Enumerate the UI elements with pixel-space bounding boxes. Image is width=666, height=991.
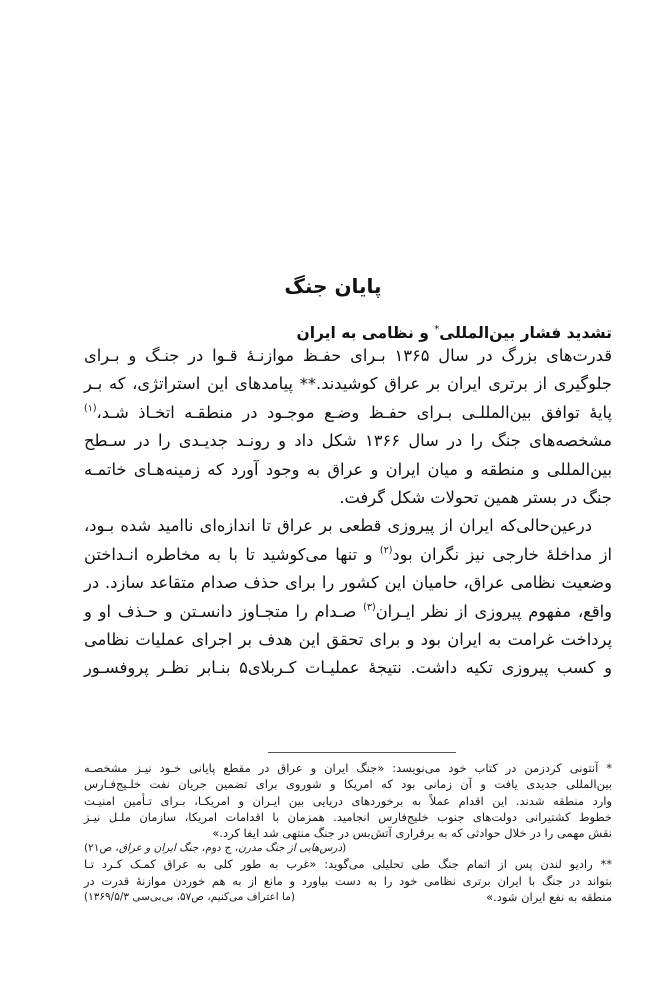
source-volume: ، ج دوم، bbox=[198, 842, 239, 855]
footnote-line: ** رادیو لندن پس از اتمام جنگ طی تحلیلی می‌گوید: «غرب به طور کلی به عراق کمـک کـرد تـا bbox=[84, 857, 612, 872]
body-line bbox=[84, 598, 612, 626]
body-text bbox=[84, 342, 612, 683]
endnote-ref-1[interactable]: (۱) bbox=[84, 402, 97, 414]
body-line-text: از مداخلهٔ خارجی نیز نگران بود bbox=[392, 544, 612, 564]
source-paren: ( bbox=[342, 842, 347, 855]
body-line-text-after: صـدام را متجـاوز دانسـتن و حـذف او و bbox=[84, 601, 364, 621]
body-line: مشخصه‌های جنگ را در سال ۱۳۶۶ شکل داد و رونـد جدیـدی را در سـطح bbox=[84, 431, 613, 451]
source-page: ، ص۲۱) bbox=[84, 842, 119, 855]
body-line: جلوگیری از برتری ایران بر عراق کوشیدند.** پیامدهای این استراتژی، که بـر bbox=[84, 374, 612, 394]
body-line: بین‌المللی و منطقه و میان ایران و عراق به وجود آورد که زمینه‌هـای خاتمـه bbox=[84, 459, 612, 479]
footnote-line: خطوط کشتیرانی دولت‌های جنوب خلیج‌فارس انجامید. همزمان با اقدامات امریکا، سازمان ملـل نیـز bbox=[84, 809, 612, 824]
section-heading-text: تشدید فشار بین‌المللی bbox=[439, 324, 612, 343]
body-line: و کسب پیروزی تکیه داشت. نتیجهٔ عملیـات کـربلای۵ بنـابر نظـر پروفسـور bbox=[84, 658, 612, 678]
body-line: وضعیت نظامی عراق، حامیان این کشور را برای حذف صدام متقاعد سازد. در bbox=[84, 573, 612, 593]
body-line-text: پایهٔ توافق بین‌المللـی بـرای حفـظ وضـع موجـود در منطقـه اتخـاذ شـد، bbox=[96, 402, 612, 422]
footnote-line: بین‌المللی جدیدی یافت و آن زمانی بود که امریکا و شوروی برای تضمین جریان نفت خلـیج‌فـارس bbox=[84, 777, 612, 792]
body-line: پرداخت غرامت به ایران بود و برای تحقق این هدف بر اجرای عملیات نظامی bbox=[84, 629, 612, 649]
chapter-title: پایان جنگ bbox=[284, 274, 382, 298]
body-line: قدرت‌های بزرگ در سال ۱۳۶۵ بـرای حفـظ موازنـهٔ قـوا در جنـگ و بـرای bbox=[84, 346, 612, 365]
footnote-2-source: (ما اعتراف می‌کنیم، ص۵۷، بی‌بی‌سی ۱۳۶۹/۵/۳) bbox=[84, 891, 295, 904]
footnote-separator bbox=[268, 752, 456, 753]
endnote-ref-2[interactable]: (۲) bbox=[379, 544, 393, 556]
body-line bbox=[84, 541, 612, 569]
section-heading-text-after: و نظامی به ایران bbox=[296, 324, 435, 343]
footnote-1 bbox=[84, 760, 612, 856]
body-line-text-after: و تنها می‌کوشید تا با به مخاطره انـداختن bbox=[84, 544, 380, 564]
footnote-2 bbox=[84, 856, 612, 905]
body-line-text: واقع، مفهوم پیروزی از نظر ایـران bbox=[375, 601, 612, 621]
footnote-line: منطقه به نفع ایران شود.» bbox=[486, 890, 612, 905]
source-volume-title: جنگ ایران و عراق bbox=[118, 842, 199, 855]
footnote-1-source bbox=[84, 841, 612, 856]
endnote-ref-3[interactable]: (۳) bbox=[363, 601, 376, 613]
source-book-title: درس‌هایی از جنگ مدرن bbox=[238, 842, 343, 855]
footnote-line: * آنتونی کردزمن در کتاب خود می‌نویسد: «جنگ ایران و عراق در مقطع پایانی خـود نیـز مشخصـه bbox=[84, 761, 612, 775]
footnotes bbox=[84, 760, 612, 905]
footnote-line: نقش مهمی را در خلال حوادثی که به برقراری آتش‌بس در جنگ منتهی شد ایفا کرد.» bbox=[212, 826, 612, 841]
footnote-line: بتواند در جنگ با ایران برتری نظامی خود را به دست بیاورد و مانع از به هم خوردن موازنهٔ قدرت در bbox=[84, 873, 612, 888]
footnote-mark-star[interactable]: * bbox=[434, 324, 440, 335]
footnote-line: وارد منطقه شدند. این اقدام عملاً به برخوردهای دریایی بین ایـران و امریکـا، بـرای تـأمین امنیـت bbox=[84, 793, 612, 808]
body-line bbox=[84, 399, 612, 427]
body-line: درعین‌حالی‌که ایران از پیروزی قطعی بر عراق تا اندازه‌ای ناامید شده بـود، bbox=[84, 516, 592, 536]
footnote-last-line bbox=[84, 889, 612, 905]
body-line: جنگ در بستر همین تحولات شکل گرفت. bbox=[339, 487, 612, 507]
